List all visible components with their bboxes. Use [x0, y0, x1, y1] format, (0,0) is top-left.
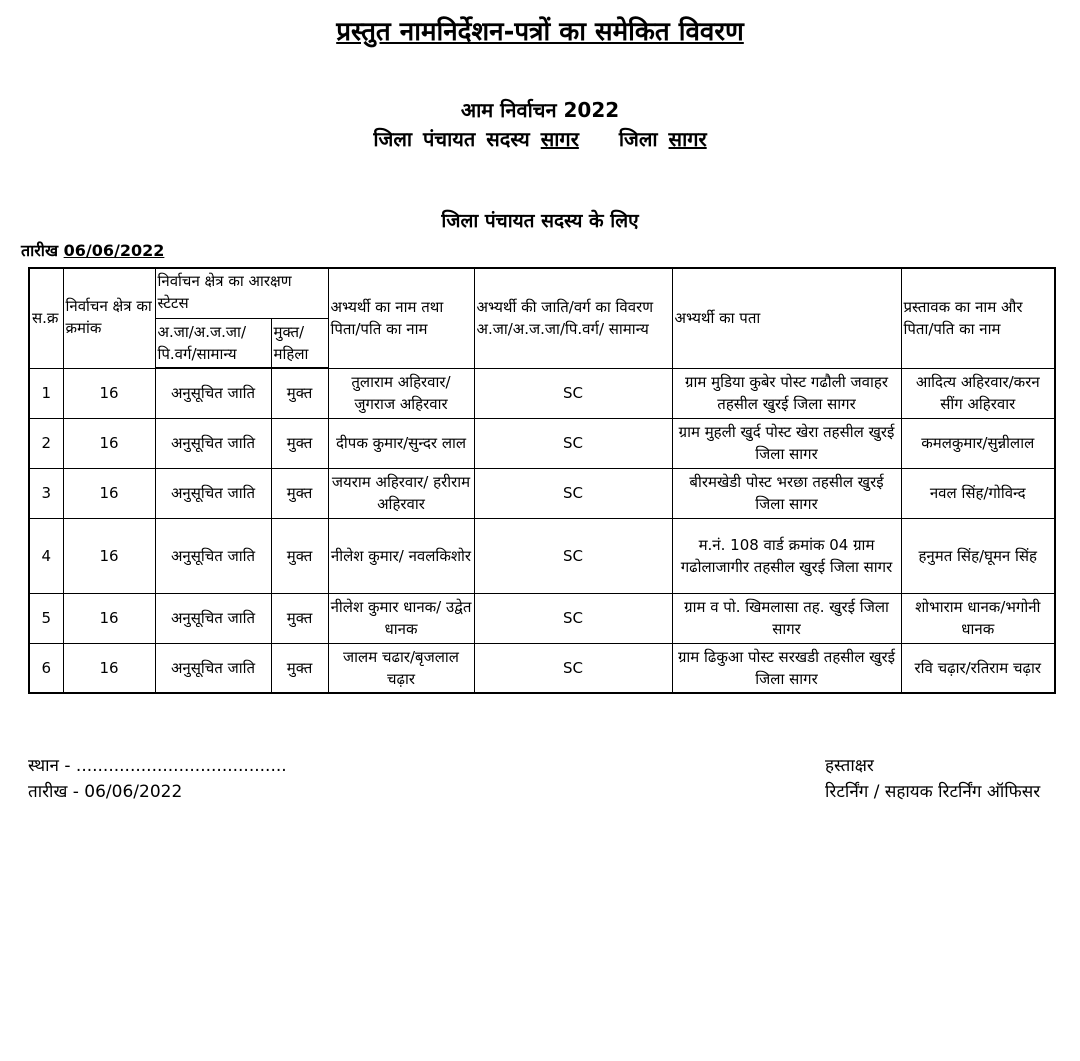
cell-gender: मुक्त: [271, 593, 328, 643]
cell-proposer: नवल सिंह/गोविन्द: [901, 468, 1055, 518]
footer-signature: हस्ताक्षर: [825, 756, 874, 776]
district-label: जिला: [618, 127, 658, 151]
table-row: [29, 518, 1055, 593]
election-name: आम निर्वाचन 2022: [460, 98, 620, 122]
table-row: [29, 468, 1055, 518]
header-caste: अभ्यर्थी की जाति/वर्ग का विवरण अ.जा/अ.ज.जा/पि.वर्ग/ सामान्य: [474, 268, 672, 368]
table-row: [29, 593, 1055, 643]
cell-address: बीरमखेडी पोस्ट भरछा तहसील खुरई जिला सागर: [672, 468, 901, 518]
election-post-line: [0, 125, 1080, 152]
cell-caste: SC: [474, 418, 672, 468]
cell-caste: SC: [474, 593, 672, 643]
cell-address: ग्राम मुडिया कुबेर पोस्ट गढौली जवाहर तहसील खुरई जिला सागर: [672, 368, 901, 418]
cell-constituency: 16: [63, 368, 155, 418]
cell-address: ग्राम मुहली खुर्द पोस्ट खेरा तहसील खुरई जिला सागर: [672, 418, 901, 468]
cell-candidate: नीलेश कुमार/ नवलकिशोर: [328, 518, 474, 593]
cell-caste: SC: [474, 368, 672, 418]
footer-officer: रिटर्निंग / सहायक रिटर्निंग ऑफिसर: [825, 782, 1041, 802]
cell-candidate: दीपक कुमार/सुन्दर लाल: [328, 418, 474, 468]
cell-gender: मुक्त: [271, 368, 328, 418]
footer-right: [825, 753, 1040, 805]
footer-date: तारीख - 06/06/2022: [28, 782, 183, 802]
cell-constituency: 16: [63, 593, 155, 643]
table-row: [29, 368, 1055, 418]
footer-place: स्थान - .......................................: [28, 756, 287, 776]
cell-sno: 6: [29, 643, 63, 693]
table-row: [29, 643, 1055, 693]
header-candidate: अभ्यर्थी का नाम तथा पिता/पति का नाम: [328, 268, 474, 368]
cell-category: अनुसूचित जाति: [155, 518, 271, 593]
date-header: [21, 239, 164, 261]
document-title: प्रस्तुत नामनिर्देशन-पत्रों का समेकित विवरण: [336, 17, 744, 47]
cell-address: ग्राम ढिकुआ पोस्ट सरखडी तहसील खुरई जिला सागर: [672, 643, 901, 693]
cell-category: अनुसूचित जाति: [155, 368, 271, 418]
cell-sno: 5: [29, 593, 63, 643]
post-place: सागर: [540, 127, 579, 151]
cell-gender: मुक्त: [271, 468, 328, 518]
cell-category: अनुसूचित जाति: [155, 468, 271, 518]
cell-proposer: शोभाराम धानक/भगोनी धानक: [901, 593, 1055, 643]
cell-proposer: आदित्य अहिरवार/करन सींग अहिरवार: [901, 368, 1055, 418]
cell-category: अनुसूचित जाति: [155, 643, 271, 693]
cell-address: म.नं. 108 वार्ड क्रमांक 04 ग्राम गढोलाजागीर तहसील खुरई जिला सागर: [672, 518, 901, 593]
cell-gender: मुक्त: [271, 643, 328, 693]
cell-proposer: हनुमत सिंह/घूमन सिंह: [901, 518, 1055, 593]
table-row: [29, 418, 1055, 468]
post-label: जिला पंचायत सदस्य: [373, 127, 530, 151]
cell-caste: SC: [474, 468, 672, 518]
cell-proposer: कमलकुमार/सुन्नीलाल: [901, 418, 1055, 468]
header-constituency-no: निर्वाचन क्षेत्र का क्रमांक: [63, 268, 155, 368]
nomination-table: [28, 267, 1056, 694]
header-address: अभ्यर्थी का पता: [672, 268, 901, 368]
header-sno: स.क्र: [29, 268, 63, 368]
cell-gender: मुक्त: [271, 518, 328, 593]
header-category: अ.जा/अ.ज.जा/ पि.वर्ग/सामान्य: [155, 318, 271, 368]
date-header-label: तारीख: [21, 241, 64, 260]
cell-sno: 3: [29, 468, 63, 518]
district-name: सागर: [668, 127, 707, 151]
cell-category: अनुसूचित जाति: [155, 593, 271, 643]
cell-candidate: जयराम अहिरवार/ हरीराम अहिरवार: [328, 468, 474, 518]
cell-sno: 4: [29, 518, 63, 593]
section-title: जिला पंचायत सदस्य के लिए: [441, 210, 639, 232]
cell-candidate: तुलाराम अहिरवार/ जुगराज अहिरवार: [328, 368, 474, 418]
cell-constituency: 16: [63, 643, 155, 693]
cell-sno: 1: [29, 368, 63, 418]
cell-proposer: रवि चढ़ार/रतिराम चढ़ार: [901, 643, 1055, 693]
header-reservation-status: निर्वाचन क्षेत्र का आरक्षण स्टेटस: [155, 268, 328, 318]
date-header-value: 06/06/2022: [63, 241, 165, 260]
header-proposer: प्रस्तावक का नाम और पिता/पति का नाम: [901, 268, 1055, 368]
footer-left: [28, 753, 287, 805]
cell-address: ग्राम व पो. खिमलासा तह. खुरई जिला सागर: [672, 593, 901, 643]
cell-category: अनुसूचित जाति: [155, 418, 271, 468]
cell-constituency: 16: [63, 518, 155, 593]
cell-candidate: जालम चढार/बृजलाल चढ़ार: [328, 643, 474, 693]
cell-candidate: नीलेश कुमार धानक/ उद्वेत धानक: [328, 593, 474, 643]
cell-constituency: 16: [63, 418, 155, 468]
header-gender: मुक्त/ महिला: [271, 318, 328, 368]
cell-caste: SC: [474, 518, 672, 593]
cell-gender: मुक्त: [271, 418, 328, 468]
cell-sno: 2: [29, 418, 63, 468]
cell-constituency: 16: [63, 468, 155, 518]
cell-caste: SC: [474, 643, 672, 693]
